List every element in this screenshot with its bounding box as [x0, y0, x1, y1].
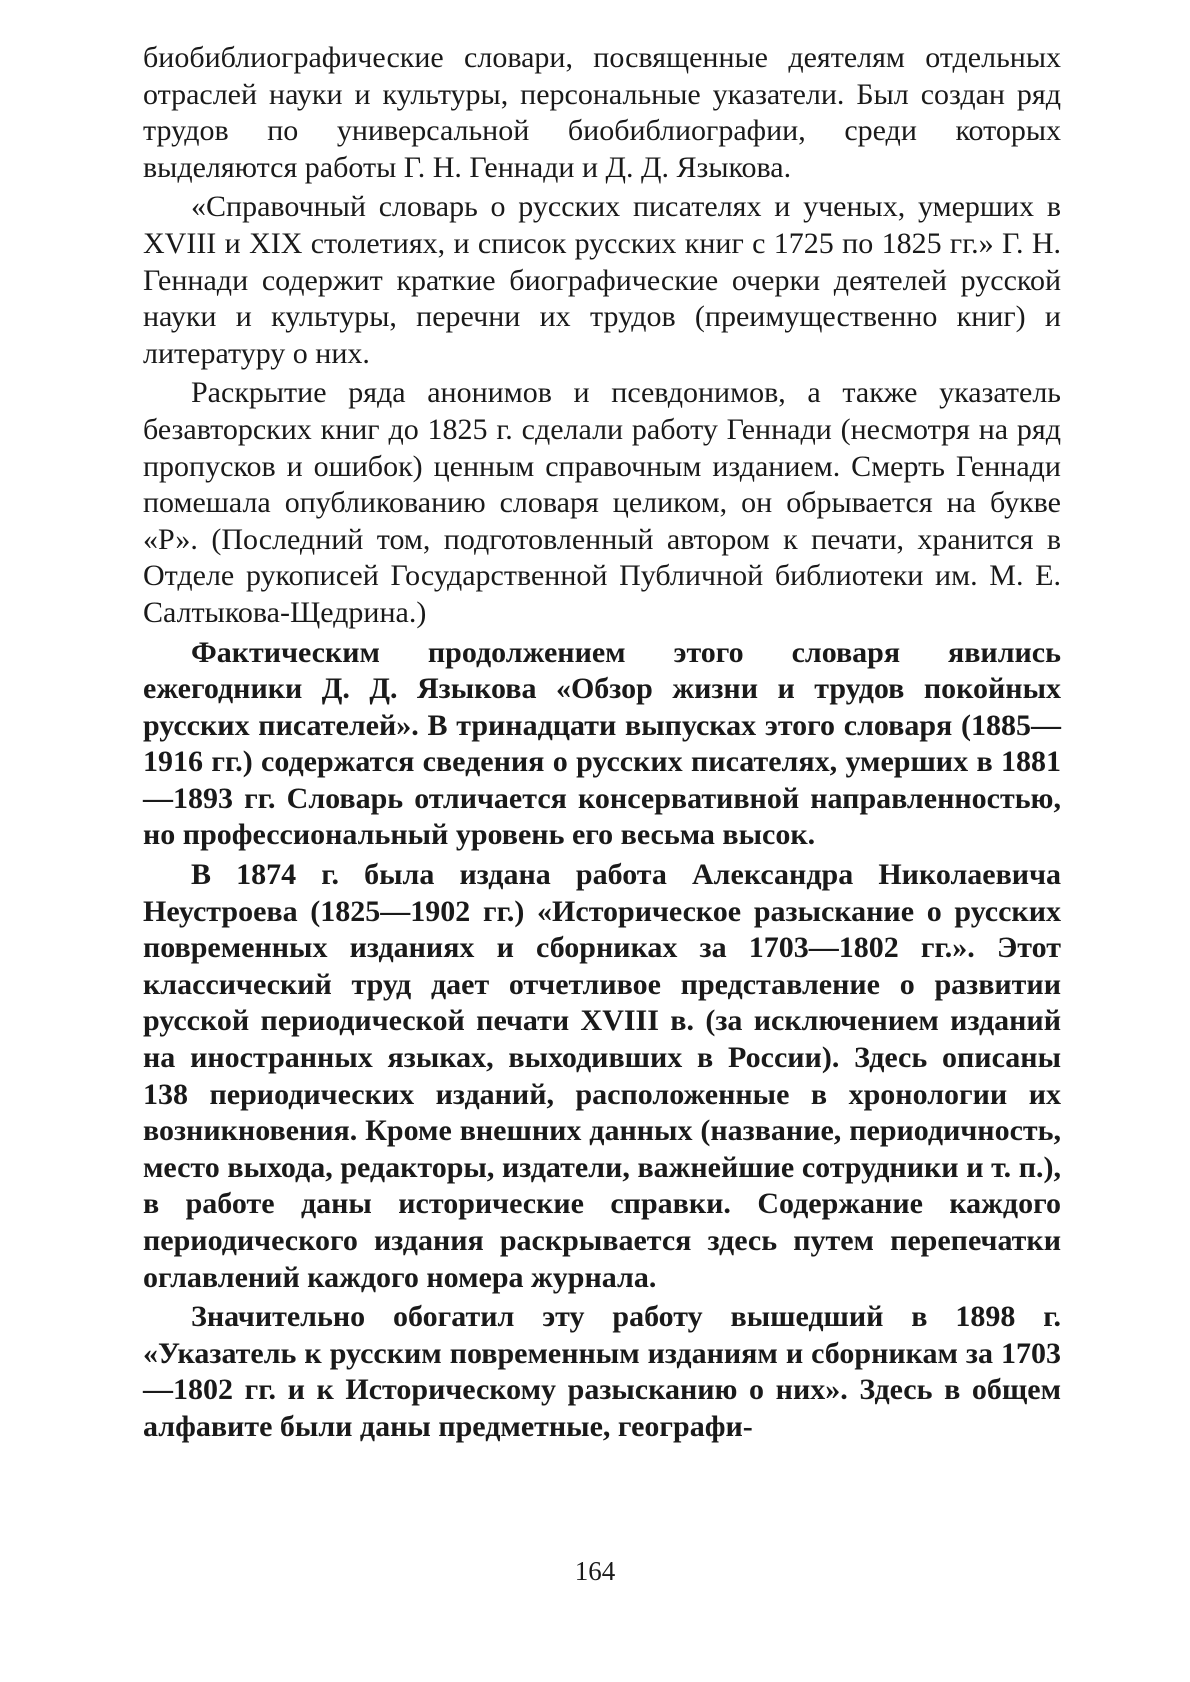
- paragraph-6: Значительно обогатил эту работу вышедший в 1898 г. «Указатель к русским повременным изданиям и сборникам за 1703—1802 гг. и к Историческому разысканию о них». Здесь в общем алфавите были даны предметные, географи-: [143, 1300, 1061, 1443]
- page-number: 164: [574, 1556, 616, 1586]
- paragraph-1: биобиблиографические словари, посвященные деятелям отдельных отраслей науки и культуры, персональные указатели. Был создан ряд трудов по универсальной биобиблиографии, среди которых выделяются работы Г. Н. Геннади и Д. Д. Языкова.: [143, 41, 1061, 184]
- page-text: [143, 40, 1061, 1449]
- paragraph-3: Раскрытие ряда анонимов и псевдонимов, а также указатель безавторских книг до 1825 г. сделали работу Геннади (несмотря на ряд пропусков и ошибок) ценным справочным изданием. Смерть Геннади помешала опубликованию словаря целиком, он обрывается на букве «Р». (Последний том, подготовленный автором к печати, хранится в Отделе рукописей Государственной Публичной библиотеки им. М. Е. Салтыкова-Щедрина.): [143, 376, 1061, 629]
- paragraph-4: Фактическим продолжением этого словаря явились ежегодники Д. Д. Языкова «Обзор жизни и трудов покойных русских писателей». В тринадцати выпусках этого словаря (1885—1916 гг.) содержатся сведения о русских писателях, умерших в 1881—1893 гг. Словарь отличается консервативной направленностью, но профессиональный уровень его весьма высок.: [143, 635, 1061, 852]
- paragraph-5: В 1874 г. была издана работа Александра Николаевича Неустроева (1825—1902 гг.) «Историческое разыскание о русских повременных изданиях и сборниках за 1703—1802 гг.». Этот классический труд дает отчетливое представление о развитии русской периодической печати XVIII в. (за исключением изданий на иностранных языках, выходивших в России). Здесь описаны 138 периодических изданий, расположенные в хронологии их возникновения. Кроме внешних данных (название, периодичность, место выхода, редакторы, издатели, важнейшие сотрудники и т. п.), в работе даны исторические справки. Содержание каждого периодического издания раскрывается здесь путем перепечатки оглавлений каждого номера журнала.: [143, 858, 1061, 1294]
- paragraph-2: «Справочный словарь о русских писателях и ученых, умерших в XVIII и XIX столетиях, и список русских книг с 1725 по 1825 гг.» Г. Н. Геннади содержит краткие биографические очерки деятелей русской науки и культуры, перечни их трудов (преимущественно книг) и литературу о них.: [143, 190, 1061, 370]
